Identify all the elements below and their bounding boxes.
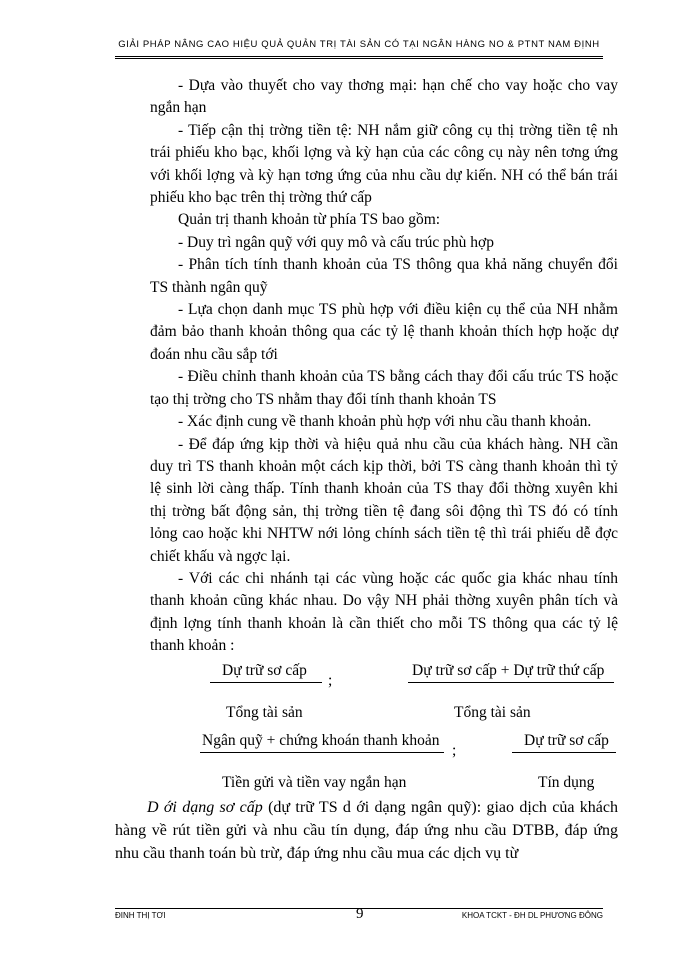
closing-paragraph [115,796,618,865]
closing-text: (dự trữ TS d ới dạng ngân quỹ): giao dịch của khách hàng về rút tiền gửi và nhu cầu tín dụng, đáp ứng nhu cầu DTBB, đáp ứng nhu cầu thanh toán bù trừ, đáp ứng nhu cầu mua các dịch vụ từ [115,799,618,862]
paragraph: - Điều chỉnh thanh khoản của TS bằng cách thay đổi cấu trúc TS hoặc tạo thị trờng cho TS nhằm thay đổi tính thanh khoản TS [150,368,618,408]
ratio-separator: ; [328,671,333,689]
footer-school: KHOA TCKT - ĐH DL PHƯƠNG ĐÔNG [461,911,603,920]
ratio4-numerator: Dự trữ sơ cấp [524,731,609,749]
ratio-separator: ; [452,741,457,759]
paragraph: - Để đáp ứng kịp thời và hiệu quả nhu cầu của khách hàng. NH cần duy trì TS thanh khoản một cách kịp thời, bởi TS càng thanh khoản thì tỷ lệ sinh lời càng thấp. Tính thanh khoản của TS thay đổi thờng xuyên khi thị trờng bất động sản, thị trờng tiền tệ đang sôi động thì TS đó có tính lỏng cao hoặc khi NHTW nới lỏng chính sách tiền tệ thì trái phiếu dễ đợc chiết khấu và ngợc lại. [150,435,618,565]
ratio3-numerator: Ngân quỹ + chứng khoán thanh khoản [202,731,440,749]
paragraph: - Với các chi nhánh tại các vùng hoặc các quốc gia khác nhau tính thanh khoản cũng khác nhau. Do vậy NH phải thờng xuyên phân tích và định lợng tính thanh khoản là cần thiết cho mỗi TS thông qua các tỷ lệ thanh khoản : [150,569,618,655]
liquidity-ratios [150,660,618,806]
paragraph: - Dựa vào thuyết cho vay thơng mại: hạn chế cho vay hoặc cho vay ngắn hạn [150,77,618,117]
ratio2-numerator: Dự trữ sơ cấp + Dự trữ thứ cấp [412,661,605,679]
ratio1-fraction-line [210,682,322,683]
ratio2-denominator: Tổng tài sản [454,703,531,721]
ratio1-numerator: Dự trữ sơ cấp [222,661,307,679]
body-text [150,75,618,806]
ratio3-fraction-line [200,752,444,753]
ratio4-denominator: Tín dụng [538,773,595,791]
paragraph: - Lựa chọn danh mục TS phù hợp với điều kiện cụ thể của NH nhằm đảm bảo thanh khoản thông qua các tỷ lệ thanh khoản thích hợp hoặc dự đoán nhu cầu sắp tới [150,301,618,363]
page-header: GIẢI PHÁP NÂNG CAO HIỆU QUẢ QUẢN TRỊ TÀI SẢN CÓ TẠI NGÂN HÀNG NO & PTNT NAM ĐỊNH [115,38,603,59]
paragraph: - Xác định cung về thanh khoản phù hợp với nhu cầu thanh khoản. [178,413,592,431]
paragraph: Quản trị thanh khoản từ phía TS bao gồm: [178,211,441,229]
page-number: 9 [356,906,364,922]
ratio3-denominator: Tiền gửi và tiền vay ngắn hạn [222,773,407,791]
footer-author: ĐINH THỊ TƠI [115,911,166,920]
paragraph: - Phân tích tính thanh khoản của TS thông qua khả năng chuyển đổi TS thành ngân quỹ [150,256,618,296]
ratio2-fraction-line [408,682,614,683]
paragraph: - Duy trì ngân quỹ với quy mô và cấu trúc phù hợp [178,233,495,251]
ratio4-fraction-line [512,752,616,753]
paragraph: - Tiếp cận thị trờng tiền tệ: NH nắm giữ công cụ thị trờng tiền tệ nh trái phiếu kho bạc, khối lợng và kỳ hạn của các công cụ này nên tơng ứng với khối lợng và kỳ hạn tơng ứng của nhu cầu dự kiến. NH có thể bán trái phiếu kho bạc trên thị trờng thứ cấp [150,121,618,207]
ratio1-denominator: Tổng tài sản [226,703,303,721]
italic-term: D ới dạng sơ cấp [147,799,263,816]
